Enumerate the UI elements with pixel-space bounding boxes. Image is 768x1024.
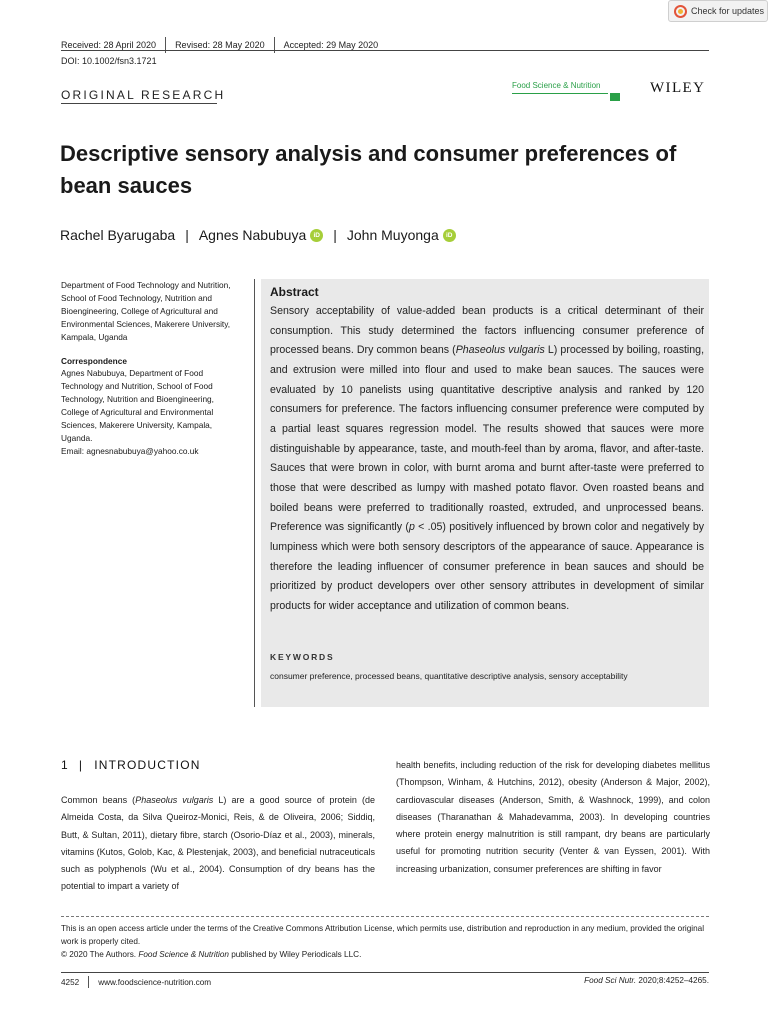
journal-logo-underline [512,93,608,94]
citation-journal: Food Sci Nutr. [584,976,637,985]
journal-website-link[interactable]: www.foodscience-nutrition.com [98,977,212,987]
section-separator: | [78,758,84,772]
publisher-logo[interactable]: WILEY [650,80,706,96]
citation-details: 2020;8:4252–4265. [636,976,709,985]
abstract-heading: Abstract [270,285,319,299]
author-name[interactable]: Agnes Nabubuya [198,227,307,243]
abstract-divider [254,279,255,707]
section-number: 1 [61,758,69,772]
author-list [60,227,456,243]
orcid-icon[interactable]: iD [310,229,323,242]
page-number: 4252 [61,977,80,987]
body-column-left [61,792,375,896]
footnote-divider [61,916,709,917]
copyright-segment: © 2020 The Authors. [61,950,139,959]
body-text-segment: Common beans ( [61,795,136,805]
license-text: This is an open access article under the terms of the Creative Commons Attribution License, which permits use, distribution and reproduction in any medium, provided the original work is properly cited. [61,924,705,946]
section-heading [61,758,201,772]
journal-name: Food Science & Nutrition [512,81,601,90]
section-title: INTRODUCTION [94,758,201,772]
footer-left [61,976,211,988]
orcid-icon[interactable]: iD [443,229,456,242]
body-text-segment: L) are a good source of protein (de Almeida Costa, da Silva Queiroz-Monici, Reis, & de Oliveira, 2006; Siddiq, Butt, & Sultan, 2011), dietary fibre, starch (Osorio-Díaz et al., 2003), minerals, vitamins (Kutos, Golob, Kac, & Plestenjak, 2003), and beneficial nutraceuticals such as polyphenols (Wu et al., 2004). Consumption of dry beans has the potential to impart a variety of [61,795,376,892]
species-name: Phaseolus vulgaris [135,795,214,805]
header-divider [61,50,709,51]
journal-logo[interactable] [512,81,620,101]
abstract-text-segment: Sensory acceptability of value-added bean products is a critical determinant of their consumption. This study determined the factors influencing consumer preference of processed beans. Dry common beans ( [270,305,704,357]
p-value-symbol: p [408,521,415,534]
abstract-text-segment: L) processed by boiling, roasting, and extrusion were milled into flour and used to make bean sauces. The sauces were evaluated by 10 panelists using quantitative descriptive analysis and ranked by 120 consumers for preference. The factors influencing consumer preference were computed by a partial least squares regression model. The results showed that sauces were more distinguishable by appearance, taste, and mouth-feel than by aroma, flavor, and after-taste. Sauces that were brown in color, with burnt aroma and burnt after-taste were preferred to those that were described as lumpy with mashed potato flavor. Oven roasted beans and boiled beans were preferred to traditionally roasted, extruded, and unprocessed beans. Preference was significantly ( [270,344,705,534]
footer-divider [61,972,709,973]
correspondence-email[interactable]: Email: agnesnabubuya@yahoo.co.uk [61,445,199,456]
abstract-text-segment: < .05) positively influenced by brown color and negatively by lumpiness which were both sensory descriptors of the appearance of sauce. Appearance is therefore the leading influencer of consumer preference in bean sauces and should be prioritized by product developers over other sensory attributes in development of similar products for wider acceptance and utilization of common beans. [270,521,705,612]
correspondence-text: Agnes Nabubuya, Department of Food Technology and Nutrition, School of Food Technology, Nutrition and Bioengineering, College of Agricultural and Environmental Sciences, Makerere University, Kampala, Uganda. [61,368,214,443]
keywords-heading: KEYWORDS [270,652,335,662]
article-title: Descriptive sensory analysis and consumer preferences of bean sauces [60,141,677,198]
affiliation-panel [61,279,241,458]
author-separator: | [185,227,189,243]
correspondence-heading: Correspondence [61,355,127,366]
keywords-list: consumer preference, processed beans, quantitative descriptive analysis, sensory acceptability [270,671,628,681]
copyright-text [61,948,709,961]
accepted-date: Accepted: 29 May 2020 [283,40,379,50]
footer-separator [88,976,89,988]
copyright-journal: Food Science & Nutrition [138,950,229,959]
doi[interactable]: DOI: 10.1002/fsn3.1721 [61,56,157,66]
check-for-updates-label: Check for updates [691,6,765,16]
body-column-right: health benefits, including reduction of the risk for developing diabetes mellitus (Thompson, Winham, & Hutchins, 2012), obesity (Anderson & Major, 2002), cardiovascular diseases (Anderson, Smith, & Washnock, 1999), and colon diseases (Tharanathan & Mahadevamma, 2003). In developing countries where protein energy malnutrition is still rampant, dry beans are particularly useful for promoting nutrition security (Venter & van Eyssen, 2001). With increasing urbanization, consumer preferences are shifting in favor [396,760,710,874]
copyright-segment: published by Wiley Periodicals LLC. [228,950,362,959]
article-category: ORIGINAL RESEARCH [61,88,226,102]
updates-icon [674,5,687,18]
author-name[interactable]: Rachel Byarugaba [60,227,176,243]
abstract-text [270,302,704,617]
received-date: Received: 28 April 2020 [61,40,157,50]
category-underline [61,103,217,104]
open-access-tag: Open Access [610,93,620,101]
revised-date: Revised: 28 May 2020 [175,40,265,50]
species-name: Phaseolus vulgaris [455,344,545,357]
citation [584,976,709,985]
affiliation: Department of Food Technology and Nutrition, School of Food Technology, Nutrition and Bioengineering, College of Agricultural and Environmental Sciences, Makerere University, Kampala, Uganda [61,280,231,342]
author-separator: | [333,227,337,243]
check-for-updates-button[interactable] [668,0,768,22]
author-name[interactable]: John Muyonga [346,227,439,243]
license-note [61,922,709,961]
